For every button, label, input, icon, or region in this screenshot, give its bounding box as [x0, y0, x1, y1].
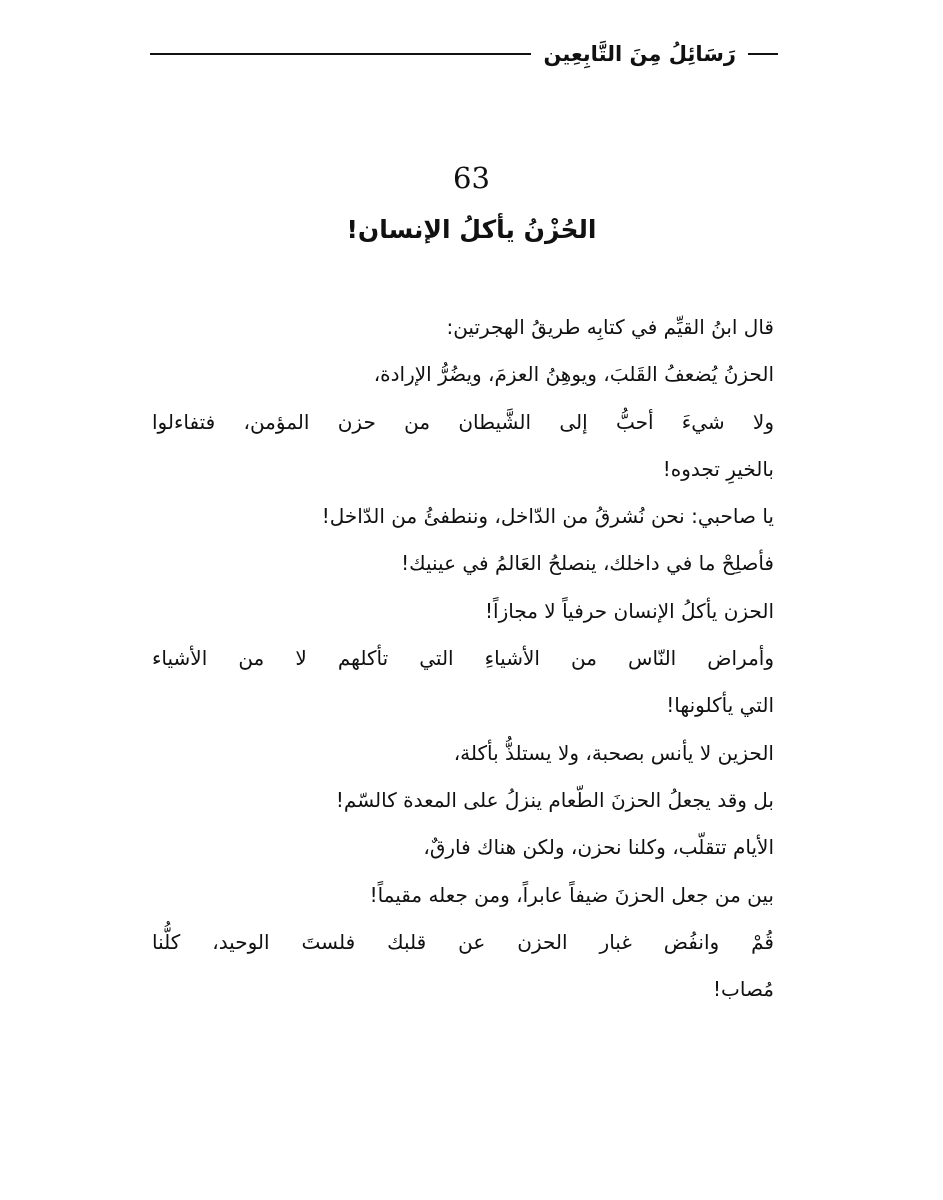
header-rule-right [748, 53, 778, 55]
piece-title: الحُزْنُ يأكلُ الإنسان! [346, 215, 597, 244]
text-line: الحزنُ يُضعفُ القَلبَ، ويوهِنُ العزمَ، ويضُرُّ الإرادة، [373, 362, 774, 387]
text-line: مُصاب! [713, 977, 774, 1002]
running-header [150, 34, 778, 74]
text-line: الحزن يأكلُ الإنسان حرفياً لا مجازاً! [485, 598, 774, 623]
text-line: الأيام تتقلّب، وكلنا نحزن، ولكن هناك فارقٌ، [423, 835, 774, 860]
text-line: قُمْ وانفُض غبار الحزن عن قلبك فلستَ الوحيد، كلُّنا [152, 929, 774, 954]
text-line: بالخيرِ تجدوه! [662, 456, 774, 481]
text-line: يا صاحبي: نحن نُشرقُ من الدّاخل، وننطفئُ من الدّاخل! [321, 504, 774, 529]
book-title: رَسَائِلُ مِنَ التَّابِعِين [543, 41, 736, 66]
text-line: الحزين لا يأنس بصحبة، ولا يستلذُّ بأكلة، [453, 740, 774, 765]
text-line: ولا شيءَ أحبُّ إلى الشَّيطان من حزن المؤمن، فتفاءلوا [152, 409, 774, 434]
header-rule-left [150, 53, 531, 55]
text-line: قال ابنُ القيِّم في كتابِه طريقُ الهجرتين: [446, 315, 774, 339]
piece-number: 63 [453, 161, 490, 195]
text-line: التي يأكلونها! [666, 693, 774, 718]
body-text [152, 304, 774, 1013]
text-line: فأصلِحْ ما في داخلك، ينصلحُ العَالمُ في عينيك! [401, 551, 774, 576]
text-line: بين من جعل الحزنَ ضيفاً عابراً، ومن جعله مقيماً! [369, 882, 774, 907]
text-line: بل وقد يجعلُ الحزنَ الطّعام ينزلُ على المعدة كالسّم! [335, 787, 774, 812]
text-line: وأمراض النّاس من الأشياءِ التي تأكلهم لا من الأشياء [152, 646, 774, 671]
